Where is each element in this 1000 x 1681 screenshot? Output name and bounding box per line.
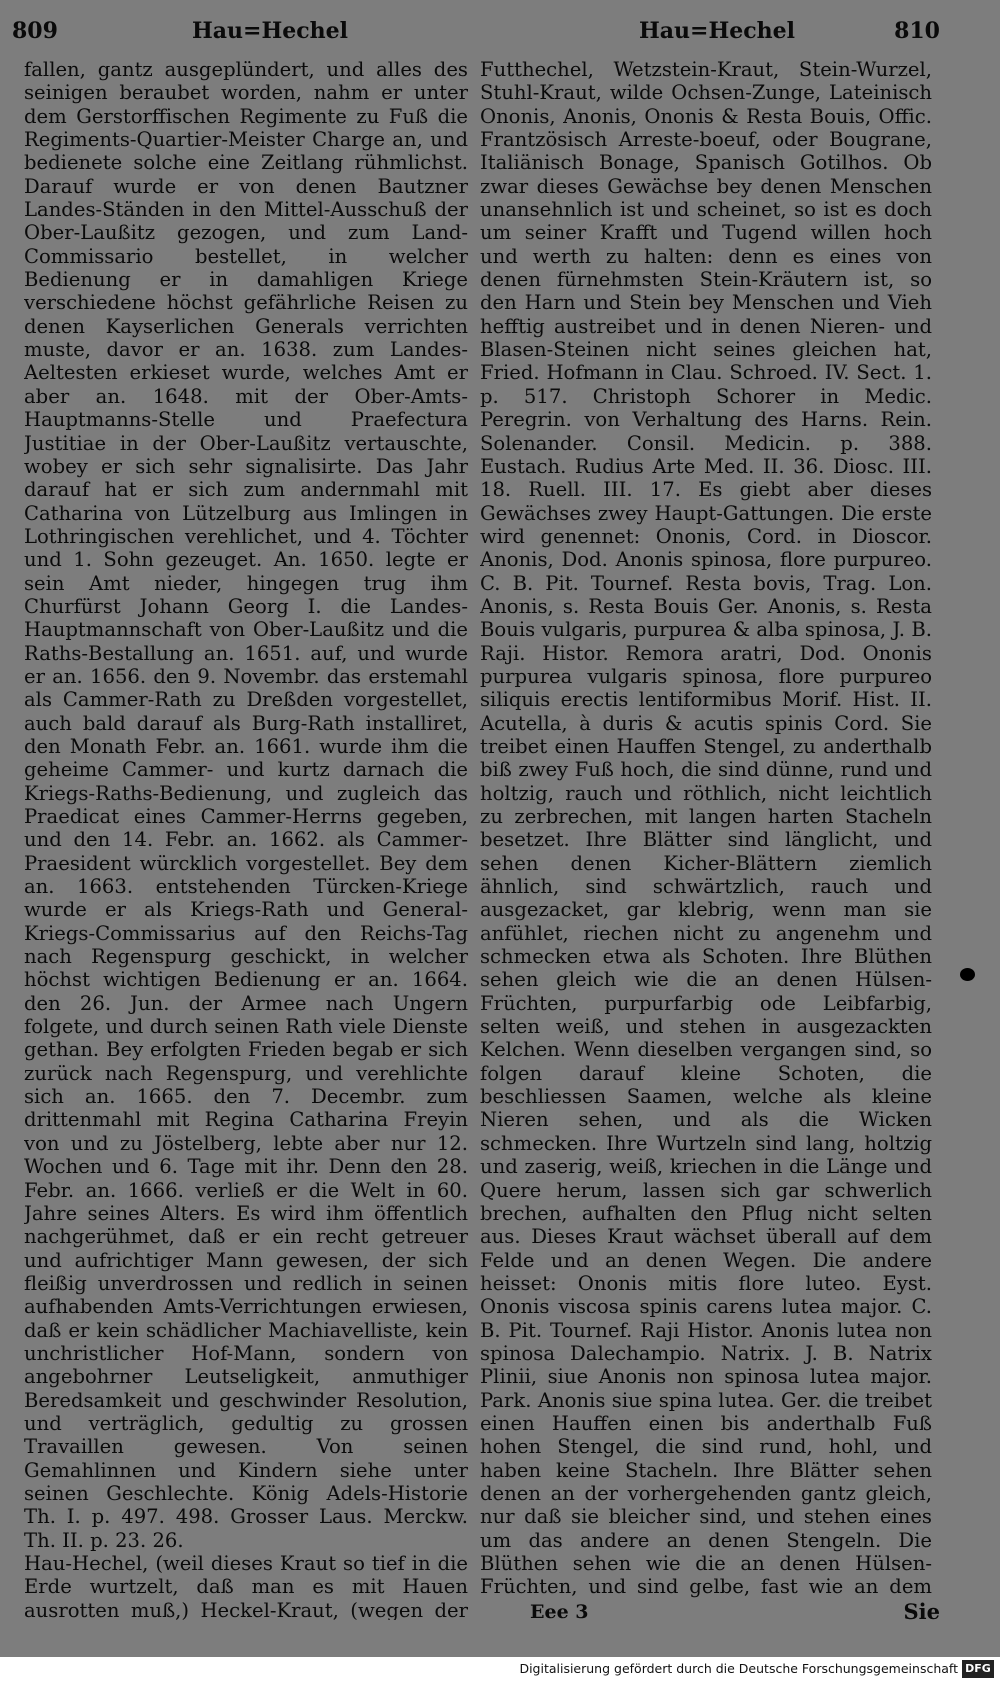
signature-mark: Eee 3 (530, 1601, 589, 1623)
digitization-footer (0, 1657, 1000, 1681)
page-number-right: 810 (894, 18, 940, 44)
ink-blot (960, 968, 975, 981)
running-head-right: Hau=Hechel (639, 18, 795, 44)
text-column-left: fallen, gantz ausgeplündert, und alles des seinigen beraubet worden, nahm er unter dem Gerstorffischen Regimente zu Fuß die Regiments-Quartier-Meister Charge an, und bedienete solche eine Zeitlang rühmlichst. Darauf wurde er von denen Bautzner Landes-Ständen in den Mittel-Ausschuß der Ober-Laußitz gezogen, und zum Land-Commissario bestellet, in welcher Bedienung er in damahligen Kriege verschiedene höchst gefährliche Reisen zu denen Kayserlichen Generals verrichten muste, davor er an. 1638. zum Landes-Aeltesten erkieset wurde, welches Amt er aber an. 1648. mit der Ober-Amts-Hauptmanns-Stelle und Praefectura Justitiae in der Ober-Laußitz vertauschte, wobey er sich sehr signalisirte. Das Jahr darauf hat er sich zum andernmahl mit Catharina von Lützelburg aus Imlingen in Lothringischen verehlichet, und 4. Töchter und 1. Sohn gezeuget. An. 1650. legte er sein Amt nieder, hingegen trug ihm Churfürst Johann Georg I. die Landes-Hauptmannschaft von Ober-Laußitz und die Raths-Bestallung an. 1651. auf, und wurde er an. 1656. den 9. Novembr. das erstemahl als Cammer-Rath zu Dreßden vorgestellet, auch bald darauf als Burg-Rath installiret, den Monath Febr. an. 1661. wurde ihm die geheime Cammer- und kurtz darnach die Kriegs-Raths-Bedienung, und zugleich das Praedicat eines Cammer-Herrns gegeben, und den 14. Febr. an. 1662. als Cammer-Praesident würcklich vorgestellet. Bey dem an. 1663. entstehenden Türcken-Kriege wurde er als Kriegs-Rath und General-Kriegs-Commissarius auf den Reichs-Tag nach Regenspurg geschickt, in welcher höchst wichtigen Bedienung er an. 1664. den 26. Jun. der Armee nach Ungern folgete, und durch seinen Rath viele Dienste gethan. Bey erfolgten Frieden begab er sich zurück nach Regenspurg, und verehlichte sich an. 1665. den 7. Decembr. zum drittenmahl mit Regina Catharina Freyin von und zu Jöstelberg, lebte aber nur 12. Wochen und 6. Tage mit ihr. Denn den 28. Febr. an. 1666. verließ er die Welt in 60. Jahre seines Alters. Es wird ihm öffentlich nachgerühmet, daß er ein recht getreuer und aufrichtiger Mann gewesen, der sich fleißig unverdrossen und redlich in seinen aufhabenden Amts-Verrichtungen erwiesen, daß er kein schädlicher Machiavelliste, kein unchristlicher Hof-Mann, sondern von angebohrner Leutseligkeit, anmuthiger Beredsamkeit und geschwinder Resolution, und verträglich, gedultig zu grossen Travaillen gewesen. Von seinen Gemahlinnen und Kindern siehe unter seinen Geschlechte. König Adels-Historie Th. I. p. 497. 498. Grosser Laus. Merckw. Th. II. p. 23. 26. Hau-Hechel, (weil dieses Kraut so tief in die Erde wurtzelt, daß man es mit Hauen ausrotten muß,) Heckel-Kraut, (wegen der (24, 58, 468, 1620)
page-number-left: 809 (12, 18, 58, 44)
digitization-note: Digitalisierung gefördert durch die Deutsche Forschungsgemeinschaft (519, 1661, 958, 1676)
text-column-right: Futthechel, Wetzstein-Kraut, Stein-Wurzel, Stuhl-Kraut, wilde Ochsen-Zunge, Lateinisch Ononis, Anonis, Ononis & Resta Bouis, Offic. Frantzösisch Arreste-boeuf, oder Bougrane, Italiänisch Bonage, Spanisch Gotilhos. Ob zwar dieses Gewächse bey denen Menschen unansehnlich ist und scheinet, so ist es doch um seiner Krafft und Tugend willen hoch und werth zu halten: denn es eines von denen fürnehmsten Stein-Kräutern ist, so den Harn und Stein bey Menschen und Vieh hefftig austreibet und in denen Nieren- und Blasen-Steinen nicht seines gleichen hat, Fried. Hofmann in Clau. Schroed. IV. Sect. 1. p. 517. Christoph Schorer in Medic. Peregrin. von Verhaltung des Harns. Rein. Solenander. Consil. Medicin. p. 388. Eustach. Rudius Arte Med. II. 36. Diosc. III. 18. Ruell. III. 17. Es giebt aber dieses Gewächses zwey Haupt-Gattungen. Die erste wird genennet: Ononis, Cord. in Dioscor. Anonis, Dod. Anonis spinosa, flore purpureo. C. B. Pit. Tournef. Resta bovis, Trag. Lon. Anonis, s. Resta Bouis Ger. Anonis, s. Resta Bouis vulgaris, purpurea & alba spinosa, J. B. Raji. Histor. Remora aratri, Dod. Ononis purpurea vulgaris spinosa, flore purpureo siliquis erectis lentiformibus Morif. Hist. II. Acutella, à duris & acutis spinis Cord. Sie treibet einen Hauffen Stengel, zu anderthalb biß zwey Fuß hoch, die sind dünne, rund und holtzig, rauch und röthlich, nicht leichtlich zu zerbrechen, mit langen harten Stacheln besetzet. Ihre Blätter sind länglicht, und sehen denen Kicher-Blättern ziemlich ähnlich, sind schwärtzlich, rauch und ausgezacket, gar klebrig, wenn man sie anfühlet, riechen nicht zu angenehm und schmecken etwa als Schoten. Ihre Blüthen sehen gleich wie die an denen Hülsen-Früchten, purpurfarbig ode Leibfarbig, selten weiß, und stehen in ausgezackten Kelchen. Wenn dieselben vergangen sind, so folgen darauf kleine Schoten, die beschliessen Saamen, welche als kleine Nieren sehen, und als die Wicken schmecken. Ihre Wurtzeln sind lang, holtzig und zaserig, weiß, kriechen in die Länge und Quere herum, lassen sich gar schwerlich brechen, aufhalten den Pflug nicht selten aus. Dieses Kraut wächset überall auf dem Felde und an denen Wegen. Die andere heisset: Ononis mitis flore luteo. Eyst. Ononis viscosa spinis carens lutea major. C. B. Pit. Tournef. Raji Histor. Anonis lutea non spinosa Dalechampio. Natrix. J. B. Natrix Plinii, siue Anonis non spinosa lutea major. Park. Anonis siue spina lutea. Ger. die treibet einen Hauffen einen bis anderthalb Fuß hohen Stengel, die sind rund, hohl, und haben keine Stacheln. Ihre Blätter sehen denen an der vorhergehenden gantz gleich, nur daß sie bleicher sind, und stehen eines um das andere an denen Stengeln. Die Blüthen sehen wie die an denen Hülsen-Früchten, und sind gelbe, fast wie an dem (480, 58, 932, 1598)
dfg-logo: DFG (962, 1660, 994, 1678)
catchword: Sie (903, 1599, 940, 1624)
running-head-left: Hau=Hechel (192, 18, 348, 44)
